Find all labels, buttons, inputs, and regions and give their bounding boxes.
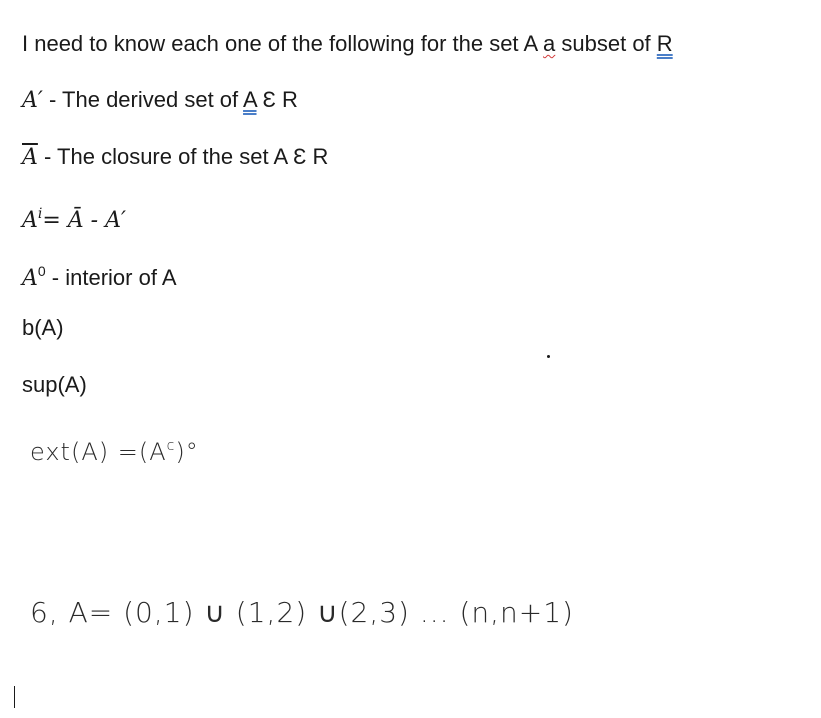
interior-symbol: A bbox=[22, 266, 38, 291]
stray-dot bbox=[547, 355, 550, 358]
derived-set-line bbox=[22, 86, 298, 115]
supremum-line bbox=[22, 371, 87, 399]
interior-line bbox=[22, 257, 177, 293]
question-R: R bbox=[656, 31, 673, 56]
derived-text: - The derived set of bbox=[42, 87, 244, 112]
isolated-symbol: A bbox=[22, 208, 38, 233]
interior-text: - interior of A bbox=[45, 265, 177, 290]
problem-text: 6, A= (0,1) ∪ (1,2) ∪(2,3) ... (n,n+1) bbox=[30, 596, 574, 629]
isolated-points-line bbox=[22, 200, 126, 235]
derived-symbol: A′ bbox=[22, 88, 43, 113]
supremum-text: sup(A) bbox=[22, 372, 87, 397]
isolated-superscript: i bbox=[37, 206, 43, 222]
exterior-handwritten bbox=[30, 438, 199, 466]
closure-text: - The closure of the set A Ɛ R bbox=[37, 144, 329, 169]
boundary-line bbox=[22, 314, 64, 342]
question-intro: I need to know each one of the following for the set A bbox=[22, 31, 544, 56]
exterior-superscript: c bbox=[166, 438, 176, 454]
derived-rest: Ɛ R bbox=[256, 87, 298, 112]
problem-handwritten bbox=[30, 596, 574, 629]
isolated-formula: = Ā - A′ bbox=[42, 208, 126, 233]
text-cursor bbox=[14, 686, 15, 708]
question-a-word: a bbox=[543, 31, 556, 56]
question-subset: subset of bbox=[555, 31, 657, 56]
closure-line bbox=[22, 143, 328, 172]
derived-A: A bbox=[243, 87, 257, 112]
exterior-text: ext(A) =(A bbox=[30, 438, 167, 466]
interior-superscript: 0 bbox=[37, 263, 46, 279]
closure-symbol: $\overline{A}$ bbox=[22, 145, 38, 170]
question-line bbox=[22, 30, 673, 58]
boundary-text: b(A) bbox=[22, 315, 64, 340]
exterior-end: )° bbox=[175, 438, 199, 466]
